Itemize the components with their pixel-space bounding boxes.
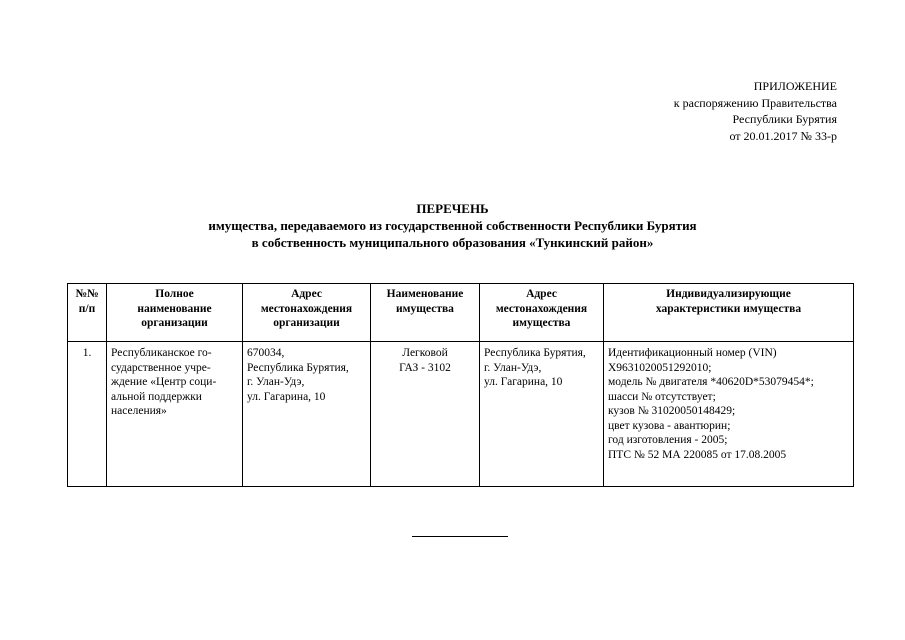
row-property-name: Легковой ГАЗ - 3102: [371, 342, 480, 487]
table-header-row: [68, 284, 854, 342]
header-property-address: Адрес местонахождения имущества: [480, 284, 604, 342]
end-divider-line: [412, 536, 508, 537]
document-heading: [0, 200, 905, 251]
appendix-line: к распоряжению Правительства: [673, 95, 837, 110]
appendix-date-number: от 20.01.2017 № 33-р: [729, 128, 837, 143]
row-org-address: 670034, Республика Бурятия, г. Улан-Удэ, ул. Гагарина, 10: [243, 342, 371, 487]
header-org-name: Полное наименование организации: [107, 284, 243, 342]
appendix-title: ПРИЛОЖЕНИЕ: [753, 79, 837, 93]
table-row: [68, 342, 854, 487]
header-org-address: Адрес местонахождения организации: [243, 284, 371, 342]
header-number: №№ п/п: [68, 284, 107, 342]
row-characteristics: Идентификационный номер (VIN) X9631020051292010; модель № двигателя *40620D*53079454*; шасси № отсутствует; кузов № 31020050148429; цвет кузова - авантюрин; год изготовления - 2005; ПТС № 52 МА 220085 от 17.08.2005: [604, 342, 854, 487]
row-number: 1.: [68, 342, 107, 487]
document-subtitle-line: имущества, передаваемого из государственной собственности Республики Бурятия: [208, 218, 697, 233]
row-property-address: Республика Бурятия, г. Улан-Удэ, ул. Гагарина, 10: [480, 342, 604, 487]
document-subtitle-line: в собственность муниципального образования «Тункинский район»: [251, 235, 654, 250]
property-table: [67, 283, 854, 487]
header-characteristics: Индивидуализирующие характеристики имущества: [604, 284, 854, 342]
header-property-name: Наименование имущества: [371, 284, 480, 342]
document-title: ПЕРЕЧЕНЬ: [416, 201, 489, 216]
row-org-name: Республиканское го- сударственное учре- ждение «Центр соци- альной поддержки населения»: [107, 342, 243, 487]
appendix-line: Республики Бурятия: [732, 112, 837, 126]
appendix-block: [674, 78, 837, 144]
